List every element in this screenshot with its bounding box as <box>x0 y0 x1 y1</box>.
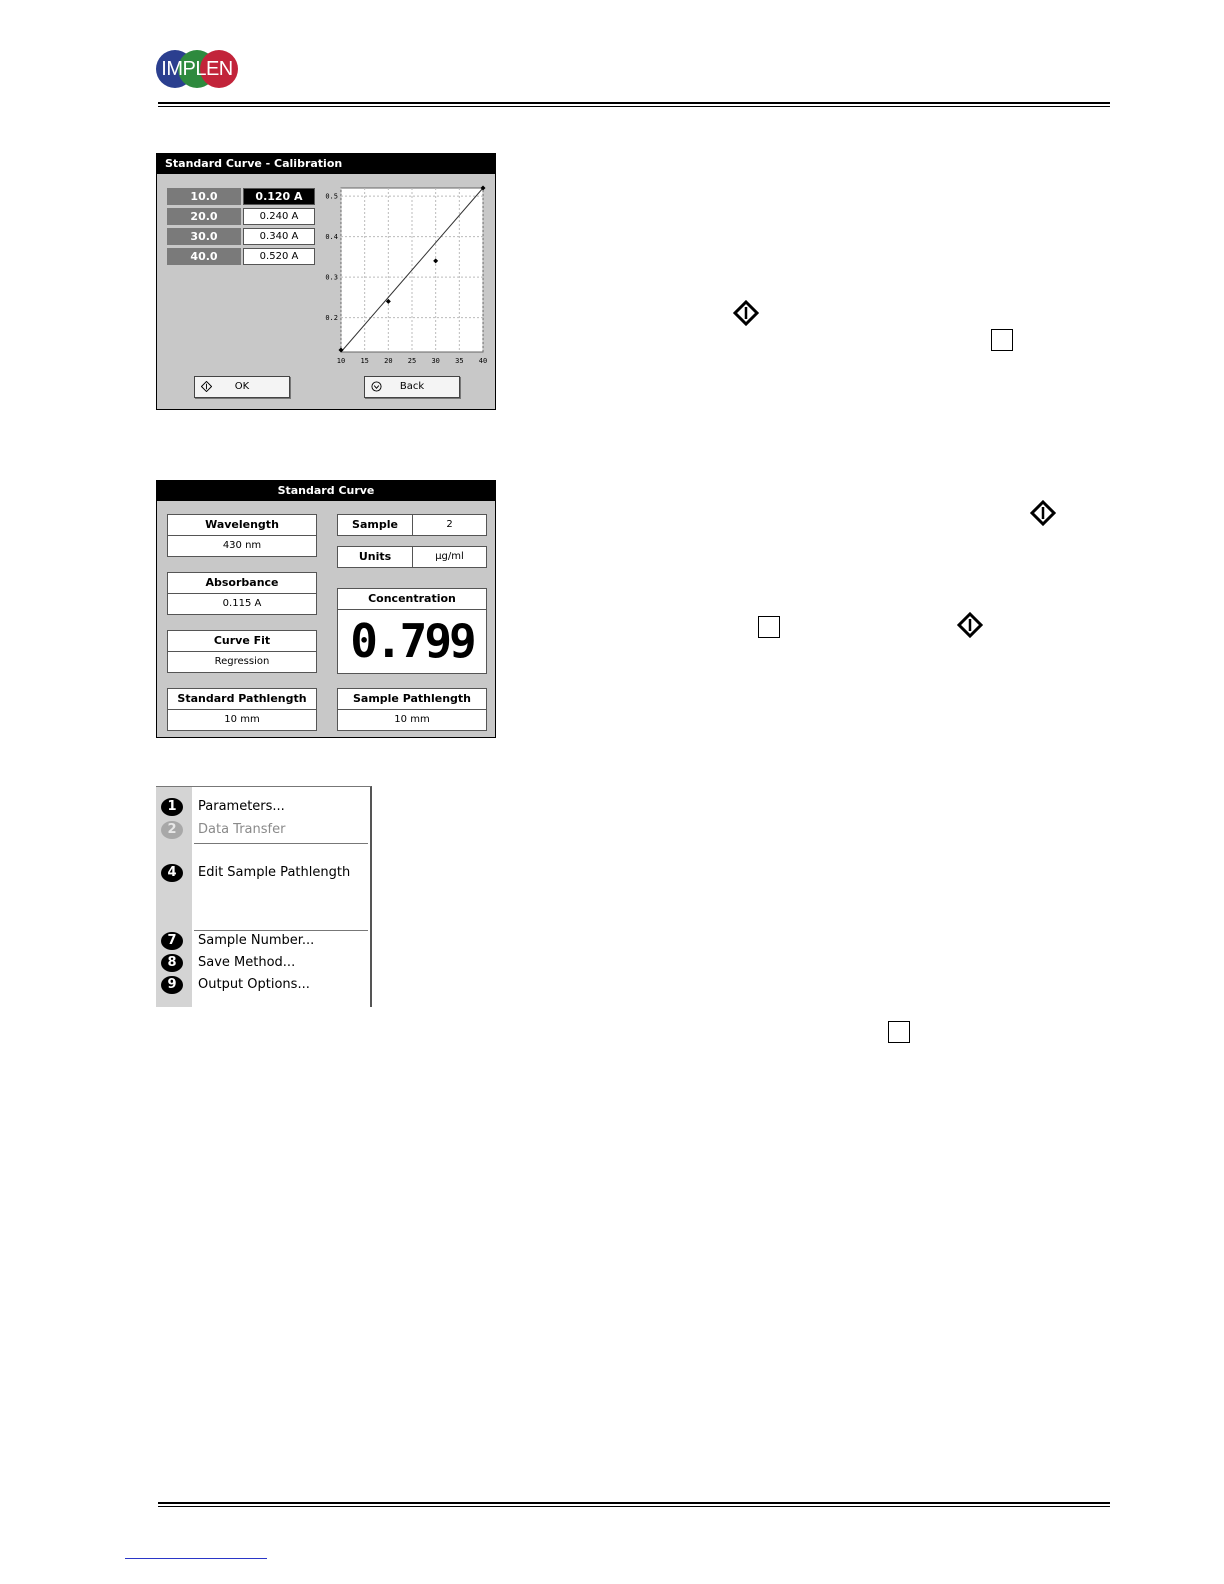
calibration-row[interactable] <box>167 208 315 225</box>
ok-button[interactable] <box>194 376 290 398</box>
standard-pathlength-box <box>167 688 317 731</box>
sample-pathlength-label: Sample Pathlength <box>338 689 486 710</box>
y-tick-label: 0.4 <box>325 233 338 242</box>
key-box-icon <box>758 616 780 638</box>
menu-item-label: Save Method... <box>198 955 296 970</box>
menu-item-sample-number[interactable] <box>156 930 370 952</box>
key-box-icon <box>888 1021 910 1043</box>
calibration-chart <box>325 184 491 370</box>
implen-logo <box>156 50 238 88</box>
x-tick-label: 40 <box>478 357 488 365</box>
units-label: Units <box>338 547 413 567</box>
curve-fit-label: Curve Fit <box>168 631 316 652</box>
ok-key-icon <box>1030 500 1056 526</box>
x-tick-label: 25 <box>407 357 417 365</box>
calibration-title: Standard Curve - Calibration <box>157 154 495 174</box>
absorbance-value[interactable]: 0.240 A <box>243 208 315 225</box>
absorbance-value[interactable]: 0.120 A <box>243 188 315 205</box>
sample-box <box>337 514 487 536</box>
x-tick-label: 30 <box>431 357 440 365</box>
footer-rule-thin <box>158 1506 1110 1507</box>
menu-item-save-method[interactable] <box>156 952 370 974</box>
menu-item-output-options[interactable] <box>156 974 370 996</box>
key-4-icon: 4 <box>161 864 183 882</box>
menu-item-label: Edit Sample Pathlength <box>198 865 351 880</box>
header-rule-thin <box>158 106 1110 107</box>
standard-pathlength-label: Standard Pathlength <box>168 689 316 710</box>
x-tick-label: 35 <box>455 357 464 365</box>
key-1-icon: 1 <box>161 798 183 816</box>
wavelength-label: Wavelength <box>168 515 316 536</box>
sample-value: 2 <box>446 519 453 530</box>
curve-fit-box <box>167 630 317 673</box>
logo-text: IMPLEN <box>161 58 233 80</box>
x-tick-label: 15 <box>360 357 369 365</box>
ok-key-icon <box>733 300 759 326</box>
sample-label: Sample <box>338 515 413 535</box>
concentration-label: Concentration <box>338 589 486 610</box>
menu-item-label: Sample Number... <box>198 933 315 948</box>
calibration-screen <box>156 153 496 410</box>
footer-link-underline[interactable] <box>125 1558 267 1559</box>
absorbance-value[interactable]: 0.520 A <box>243 248 315 265</box>
calibration-row[interactable] <box>167 188 315 205</box>
menu-item-parameters[interactable] <box>156 796 370 818</box>
curve-fit-value: Regression <box>214 656 270 667</box>
key-2-icon: 2 <box>161 821 183 839</box>
absorbance-value: 0.115 A <box>222 598 262 609</box>
key-box-icon <box>991 329 1013 351</box>
standard-curve-title: Standard Curve <box>157 481 495 501</box>
y-tick-label: 0.5 <box>325 192 338 201</box>
y-tick-label: 0.3 <box>325 273 338 282</box>
footer-rule <box>158 1502 1110 1504</box>
calibration-row[interactable] <box>167 228 315 245</box>
calibration-row[interactable] <box>167 248 315 265</box>
units-value: µg/ml <box>435 551 464 562</box>
standard-value: 20.0 <box>167 208 241 225</box>
standard-value: 30.0 <box>167 228 241 245</box>
menu-item-data-transfer <box>156 819 370 841</box>
back-button[interactable] <box>364 376 460 398</box>
standard-pathlength-value: 10 mm <box>224 714 260 725</box>
absorbance-box <box>167 572 317 615</box>
sample-pathlength-box <box>337 688 487 731</box>
standard-value: 10.0 <box>167 188 241 205</box>
wavelength-box <box>167 514 317 557</box>
key-9-icon: 9 <box>161 976 183 994</box>
absorbance-label: Absorbance <box>168 573 316 594</box>
options-menu <box>156 786 372 1007</box>
concentration-box <box>337 588 487 674</box>
concentration-value: 0.799 <box>350 614 474 668</box>
menu-item-label: Parameters... <box>198 799 285 814</box>
back-label: Back <box>399 381 425 392</box>
y-tick-label: 0.2 <box>325 314 338 323</box>
menu-item-label: Output Options... <box>198 977 310 992</box>
ok-key-icon <box>957 612 983 638</box>
x-tick-label: 20 <box>384 357 393 365</box>
header-rule <box>158 102 1110 104</box>
wavelength-value: 430 nm <box>222 540 262 551</box>
menu-item-edit-sample-pathlength[interactable] <box>156 862 370 884</box>
key-7-icon: 7 <box>161 932 183 950</box>
absorbance-value[interactable]: 0.340 A <box>243 228 315 245</box>
standard-value: 40.0 <box>167 248 241 265</box>
menu-item-label: Data Transfer <box>198 822 286 837</box>
sample-pathlength-value: 10 mm <box>394 714 430 725</box>
ok-label: OK <box>234 381 250 392</box>
key-8-icon: 8 <box>161 954 183 972</box>
menu-separator <box>194 843 368 844</box>
units-box <box>337 546 487 568</box>
x-tick-label: 10 <box>336 357 346 365</box>
standard-curve-screen <box>156 480 496 738</box>
